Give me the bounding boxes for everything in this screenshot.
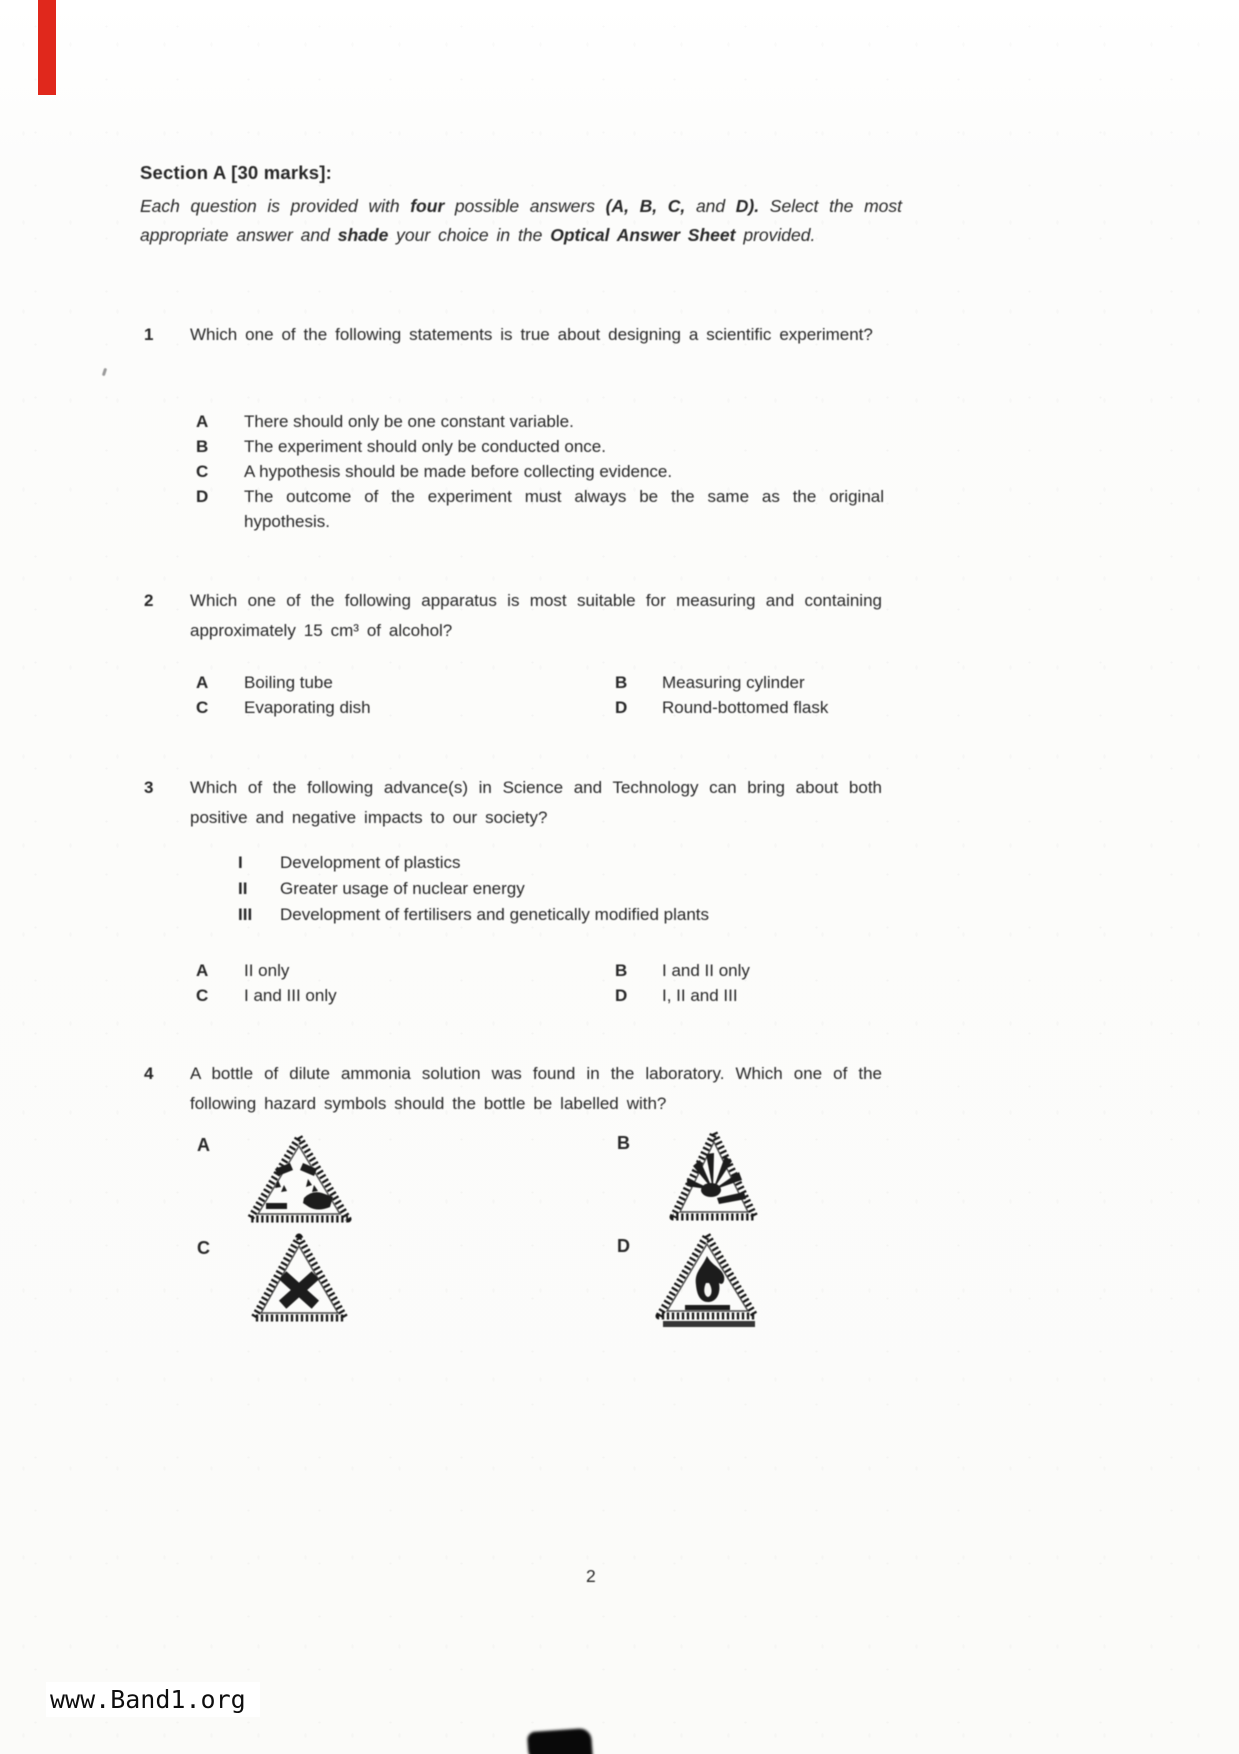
instructions-emphasis: (A, B, C, xyxy=(605,196,686,216)
option-text: The experiment should only be conducted once. xyxy=(244,437,606,456)
option-letter: B xyxy=(617,1133,630,1153)
instructions-emphasis: shade xyxy=(337,225,389,245)
option-letter: B xyxy=(615,673,628,692)
instructions-text: possible answers xyxy=(444,196,606,216)
instructions-emphasis: four xyxy=(410,196,445,216)
option-text: I and II only xyxy=(662,961,750,980)
option-letter: A xyxy=(196,961,209,980)
statement-ii xyxy=(238,876,709,902)
section-title: Section A [30 marks]: xyxy=(140,162,333,183)
instructions-text: Each question is provided with xyxy=(140,196,411,216)
section-header xyxy=(140,158,902,250)
page-number: 2 xyxy=(586,1566,596,1586)
option-1d xyxy=(196,484,884,534)
question-2 xyxy=(144,586,882,646)
option-text: I and III only xyxy=(244,986,337,1005)
statement-numeral: II xyxy=(238,879,248,898)
option-letter: D xyxy=(617,1236,630,1256)
instructions-emphasis: D). xyxy=(735,196,760,216)
explosive-hazard-icon xyxy=(667,1126,761,1224)
option-letter: C xyxy=(197,1238,210,1258)
option-letter: D xyxy=(615,986,628,1005)
option-letter: B xyxy=(615,961,628,980)
question-3 xyxy=(144,773,882,833)
question-4 xyxy=(144,1059,882,1119)
option-text: There should only be one constant variable. xyxy=(244,412,574,431)
question-1-text: Which one of the following statements is true about designing a scientific experiment? xyxy=(190,325,873,344)
option-1c xyxy=(196,459,884,484)
corrosive-hazard-icon xyxy=(244,1130,354,1226)
option-letter: C xyxy=(196,698,209,717)
statement-text: Development of plastics xyxy=(280,853,461,872)
option-text: Round-bottomed flask xyxy=(662,698,829,717)
instructions-text: and xyxy=(685,196,736,216)
option-letter: C xyxy=(196,986,209,1005)
statement-numeral: III xyxy=(238,905,253,924)
option-text: Measuring cylinder xyxy=(662,673,805,692)
harmful-hazard-icon xyxy=(248,1230,351,1325)
option-text: I, II and III xyxy=(662,986,738,1005)
question-1 xyxy=(144,320,882,350)
option-text: II only xyxy=(244,961,290,980)
statement-text: Greater usage of nuclear energy xyxy=(280,879,525,898)
question-2-options xyxy=(196,670,828,720)
watermark-url: www.Band1.org xyxy=(46,1682,260,1717)
statement-text: Development of fertilisers and genetically modified plants xyxy=(280,905,710,924)
question-3-text: Which of the following advance(s) in Science and Technology can bring about both positive and negative impacts to our society? xyxy=(190,778,882,827)
option-1a xyxy=(196,409,884,434)
statement-iii xyxy=(238,902,709,928)
question-3-options xyxy=(196,958,750,1008)
instructions-text: your choice in the xyxy=(388,225,551,245)
question-2-text: Which one of the following apparatus is most suitable for measuring and containing approximately 15 cm³ of alcohol? xyxy=(190,591,882,640)
question-2-number: 2 xyxy=(144,591,154,610)
option-letter: A xyxy=(196,673,209,692)
ink-blob xyxy=(527,1728,593,1754)
statement-numeral: I xyxy=(238,853,243,872)
option-letter: B xyxy=(196,437,209,456)
option-1b xyxy=(196,434,884,459)
option-text: Boiling tube xyxy=(244,673,333,692)
question-1-options xyxy=(196,409,884,534)
option-letter: A xyxy=(197,1135,210,1155)
section-instructions xyxy=(140,192,902,250)
question-4-number: 4 xyxy=(144,1064,154,1083)
option-letter: D xyxy=(615,698,628,717)
option-letter: A xyxy=(196,412,209,431)
scan-speckle xyxy=(102,368,107,377)
option-letter: C xyxy=(196,462,209,481)
question-3-number: 3 xyxy=(144,778,154,797)
instructions-text: provided. xyxy=(735,225,816,245)
statement-i xyxy=(238,850,709,876)
question-1-number: 1 xyxy=(144,325,154,344)
option-letter: D xyxy=(196,487,209,506)
option-text: The outcome of the experiment must always be the same as the original hypothesis. xyxy=(244,487,884,531)
question-4-text: A bottle of dilute ammonia solution was found in the laboratory. Which one of the following hazard symbols should the bottle be labelled with? xyxy=(190,1064,882,1113)
option-text: A hypothesis should be made before collecting evidence. xyxy=(244,462,673,481)
question-3-statements xyxy=(238,850,709,928)
instructions-emphasis: Optical Answer Sheet xyxy=(550,225,736,245)
option-text: Evaporating dish xyxy=(244,698,371,717)
flammable-hazard-icon xyxy=(653,1228,761,1330)
instructions-text: Select the most appropriate answer and xyxy=(140,196,902,245)
